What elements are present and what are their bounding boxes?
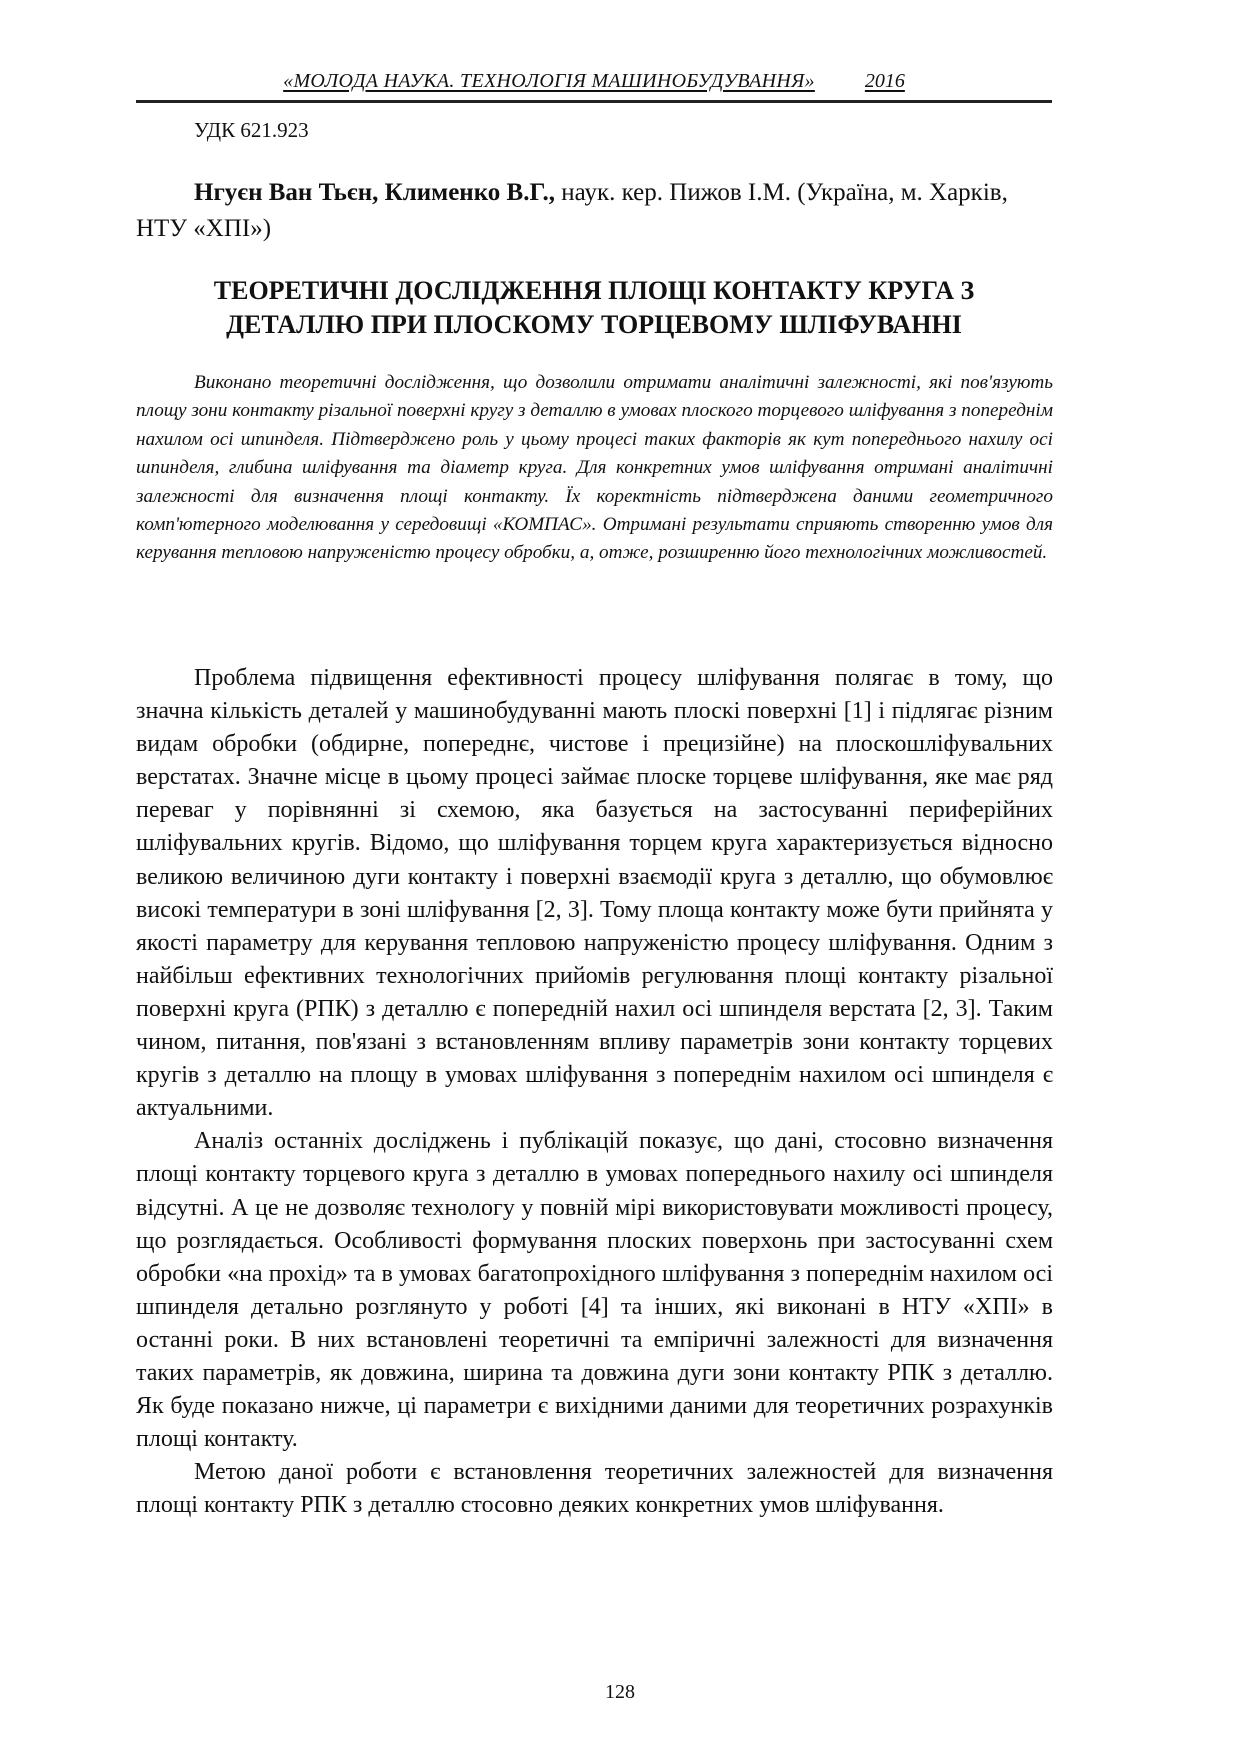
udk-code: УДК 621.923	[194, 118, 309, 142]
authors-line	[136, 175, 1056, 247]
supervisor-affiliation: наук. кер. Пижов І.М. (Україна, м. Харків, НТУ «ХПІ»)	[136, 179, 1008, 242]
title-line-2: ДЕТАЛЛЮ ПРИ ПЛОСКОМУ ТОРЦЕВОМУ ШЛІФУВАННІ	[226, 310, 962, 339]
paragraph-2: Аналіз останніх досліджень і публікацій показує, що дані, стосовно визначення площі контакту торцевого круга з деталлю в умовах попереднього нахилу осі шпинделя відсутні. А це не дозволяє технологу у повній мірі використовувати можливості процесу, що розглядається. Особливості формування плоских поверхонь при застосуванні схем обробки «на прохід» та в умовах багатопрохідного шліфування з попереднім нахилом осі шпинделя детально розглянуто у роботі [4] та інших, які виконані в НТУ «ХПІ» в останні роки. В них встановлені теоретичні та емпіричні залежності для визначення таких параметрів, як довжина, ширина та довжина дуги зони контакту РПК з деталлю. Як буде показано нижче, ці параметри є вихідними даними для теоретичних розрахунків площі контакту.	[136, 1128, 1053, 1453]
paper-title	[136, 274, 1052, 342]
paragraph-3: Метою даної роботи є встановлення теоретичних залежностей для визначення площі контакту РПК з деталлю стосовно деяких конкретних умов шліфування.	[136, 1459, 1053, 1519]
abstract: Виконано теоретичні дослідження, що дозволили отримати аналітичні залежності, які пов'язують площу зони контакту різальної поверхні кругу з деталлю в умовах плоского торцевого шліфування з попереднім нахилом осі шпинделя. Підтверджено роль у цьому процесі таких факторів як кут попереднього нахилу осі шпинделя, глибина шліфування та діаметр круга. Для конкретних умов шліфування отримані аналітичні залежності для визначення площі контакту. Їх коректність підтверджена даними геометричного комп'ютерного моделювання у середовищі «КОМПАС». Отримані результати сприяють створенню умов для керування тепловою напруженістю процесу обробки, а, отже, розширенню його технологічних можливостей.	[136, 372, 1053, 564]
running-header	[136, 70, 1052, 103]
title-line-1: ТЕОРЕТИЧНІ ДОСЛІДЖЕННЯ ПЛОЩІ КОНТАКТУ КРУГА З	[213, 276, 975, 305]
paragraph-1: Проблема підвищення ефективності процесу шліфування полягає в тому, що значна кількість деталей у машинобудуванні мають плоскі поверхні [1] і підлягає різним видам обробки (обдирне, попереднє, чистове і прецизійне) на плоскошліфувальних верстатах. Значне місце в цьому процесі займає плоске торцеве шліфування, яке має ряд переваг у порівнянні зі схемою, яка базується на застосуванні периферійних шліфувальних кругів. Відомо, що шліфування торцем круга характеризується відносно великою величиною дуги контакту і поверхні взаємодії круга з деталлю, що обумовлює високі температури в зоні шліфування [2, 3]. Тому площа контакту може бути прийнята у якості параметру для керування тепловою напруженістю процесу шліфування. Одним з найбільш ефективних технологічних прийомів регулювання площі контакту різальної поверхні круга (РПК) з деталлю є попередній нахил осі шпинделя верстата [2, 3]. Таким чином, питання, пов'язані з встановленням впливу параметрів зони контакту торцевих кругів з деталлю на площу в умовах шліфування з попереднім нахилом осі шпинделя є актуальними.	[136, 665, 1053, 1122]
page-number: 128	[605, 1681, 635, 1703]
author-names: Нгуєн Ван Тьєн, Клименко В.Г.,	[194, 179, 556, 206]
running-title: «МОЛОДА НАУКА. ТЕХНОЛОГІЯ МАШИНОБУДУВАННЯ»	[283, 70, 815, 92]
body-text	[136, 662, 1053, 1522]
header-year: 2016	[864, 70, 905, 92]
